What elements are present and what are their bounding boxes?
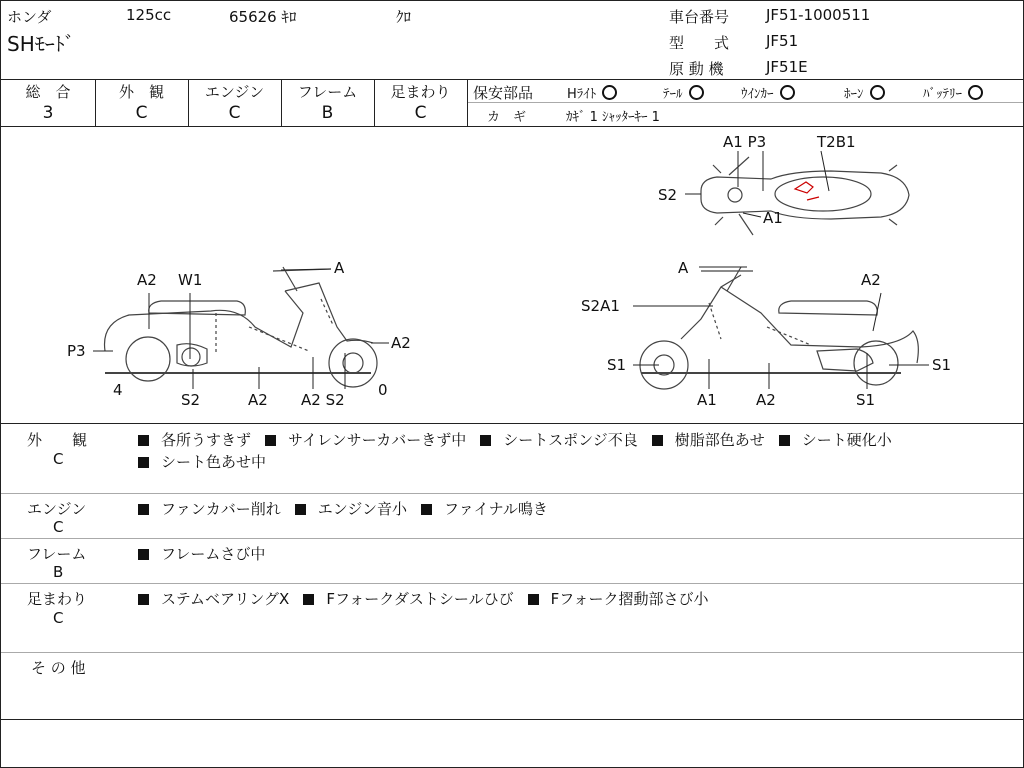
comment-item: ファイナル鳴き xyxy=(421,500,548,518)
diagram-label: W1 xyxy=(178,271,203,289)
ok-circle-icon xyxy=(780,85,795,100)
frame-label: フレーム xyxy=(297,83,358,101)
frame-grade: B xyxy=(321,103,334,123)
safety-item-horn: ﾎｰﾝ xyxy=(844,83,885,102)
type-label: 型 式 xyxy=(669,34,730,52)
bullet-square-icon xyxy=(138,457,149,468)
diagram-label: S2 xyxy=(181,391,201,409)
divider xyxy=(1,583,1023,584)
comment-label-engine: エンジン xyxy=(27,500,87,518)
comment-item: シート色あせ中 xyxy=(138,453,266,471)
comment-item: 樹脂部色あせ xyxy=(652,431,765,449)
diagram-label: S1 xyxy=(856,391,876,409)
ok-circle-icon xyxy=(689,85,704,100)
key-value: ｶｷﾞ 1 ｼｬｯﾀｰｷｰ 1 xyxy=(566,110,660,125)
comment-item: Fフォーク摺動部さび小 xyxy=(528,590,709,608)
diagram-label: P3 xyxy=(67,342,86,360)
maker: ホンダ xyxy=(7,8,52,26)
engine-grade: C xyxy=(228,103,241,123)
comment-items-engine xyxy=(138,498,562,519)
type-value: JF51 xyxy=(766,32,799,50)
comment-item: ステムベアリングX xyxy=(138,590,289,608)
diagram-label: A2 xyxy=(861,271,881,289)
bullet-square-icon xyxy=(779,435,790,446)
divider xyxy=(1,79,1023,80)
overall-grade: 3 xyxy=(42,103,54,123)
model-name: SHﾓｰﾄﾞ xyxy=(7,32,75,56)
bullet-square-icon xyxy=(138,504,149,515)
bullet-square-icon xyxy=(138,549,149,560)
comment-label-frame: フレーム xyxy=(27,545,87,563)
comment-label-exterior: 外 観 xyxy=(27,431,88,449)
key-label: カ ギ xyxy=(487,110,527,125)
comment-item: シート硬化小 xyxy=(779,431,892,449)
divider xyxy=(467,79,468,126)
divider xyxy=(1,423,1023,424)
comment-grade-frame: B xyxy=(53,563,64,581)
comment-items-exterior xyxy=(138,429,906,450)
comment-label-suspension: 足まわり xyxy=(27,590,88,608)
frame-number-label: 車台番号 xyxy=(669,8,730,26)
diagram-label: A1 xyxy=(697,391,717,409)
safety-item-winker: ｳｲﾝｶｰ xyxy=(741,83,795,102)
diagram-label: A2 xyxy=(391,334,411,352)
divider xyxy=(1,493,1023,494)
comment-item: シートスポンジ不良 xyxy=(480,431,637,449)
comment-items-suspension xyxy=(138,588,723,609)
bullet-square-icon xyxy=(138,435,149,446)
comment-item: Fフォークダストシールひび xyxy=(303,590,513,608)
exterior-grade: C xyxy=(135,103,148,123)
ok-circle-icon xyxy=(968,85,983,100)
comment-item: サイレンサーカバーきず中 xyxy=(265,431,466,449)
diagram-label: A2 S2 xyxy=(301,391,345,409)
damage-diagram xyxy=(1,127,1023,423)
bullet-square-icon xyxy=(652,435,663,446)
bullet-square-icon xyxy=(528,594,539,605)
divider xyxy=(1,538,1023,539)
mileage: 65626 ｷﾛ xyxy=(229,8,297,26)
comment-item: フレームさび中 xyxy=(138,545,265,563)
diagram-label: T2B1 xyxy=(817,133,856,151)
suspension-grade: C xyxy=(414,103,427,123)
diagram-label: S1 xyxy=(932,356,952,374)
comment-label-other: そ の 他 xyxy=(31,659,86,677)
diagram-label: 0 xyxy=(378,381,388,399)
diagram-label: A2 xyxy=(248,391,268,409)
ok-circle-icon xyxy=(602,85,617,100)
diagram-label: A2 xyxy=(137,271,157,289)
color: ｸﾛ xyxy=(396,8,412,26)
overall-label: 総 合 xyxy=(25,83,71,101)
safety-parts-label: 保安部品 xyxy=(473,84,534,102)
comment-item: ファンカバー削れ xyxy=(138,500,281,518)
diagram-label: S2A1 xyxy=(581,297,620,315)
suspension-label: 足まわり xyxy=(390,83,451,101)
divider xyxy=(1,652,1023,653)
engine-label: エンジン xyxy=(204,83,265,101)
comment-item: 各所うすきず xyxy=(138,431,251,449)
safety-item-battery: ﾊﾞｯﾃﾘｰ xyxy=(923,83,983,102)
bullet-square-icon xyxy=(480,435,491,446)
diagram-label: A2 xyxy=(756,391,776,409)
divider xyxy=(467,102,1023,103)
bullet-square-icon xyxy=(421,504,432,515)
engine-model-label: 原 動 機 xyxy=(669,60,724,78)
diagram-label: S1 xyxy=(607,356,627,374)
comment-grade-engine: C xyxy=(53,518,64,536)
engine-model-value: JF51E xyxy=(766,58,808,76)
ok-circle-icon xyxy=(870,85,885,100)
diagram-label: S2 xyxy=(658,186,678,204)
diagram-label: 4 xyxy=(113,381,123,399)
frame-number: JF51-1000511 xyxy=(766,6,871,24)
diagram-label: A xyxy=(678,259,689,277)
divider xyxy=(1,719,1023,720)
bullet-square-icon xyxy=(265,435,276,446)
bullet-square-icon xyxy=(303,594,314,605)
safety-item-headlight: Hﾗｲﾄ xyxy=(567,83,617,102)
diagram-label: A1 P3 xyxy=(723,133,767,151)
comment-grade-exterior: C xyxy=(53,450,64,468)
diagram-label: A xyxy=(334,259,345,277)
comment-item: エンジン音小 xyxy=(295,500,407,518)
comment-grade-suspension: C xyxy=(53,609,64,627)
scooter-top-view xyxy=(701,157,909,235)
safety-item-tail: ﾃｰﾙ xyxy=(663,83,704,102)
displacement: 125cc xyxy=(126,6,172,24)
bullet-square-icon xyxy=(295,504,306,515)
comment-items-frame xyxy=(138,543,279,564)
comment-items-exterior-line2 xyxy=(138,451,280,472)
exterior-label: 外 観 xyxy=(118,83,164,101)
bullet-square-icon xyxy=(138,594,149,605)
diagram-label: A1 xyxy=(763,209,783,227)
